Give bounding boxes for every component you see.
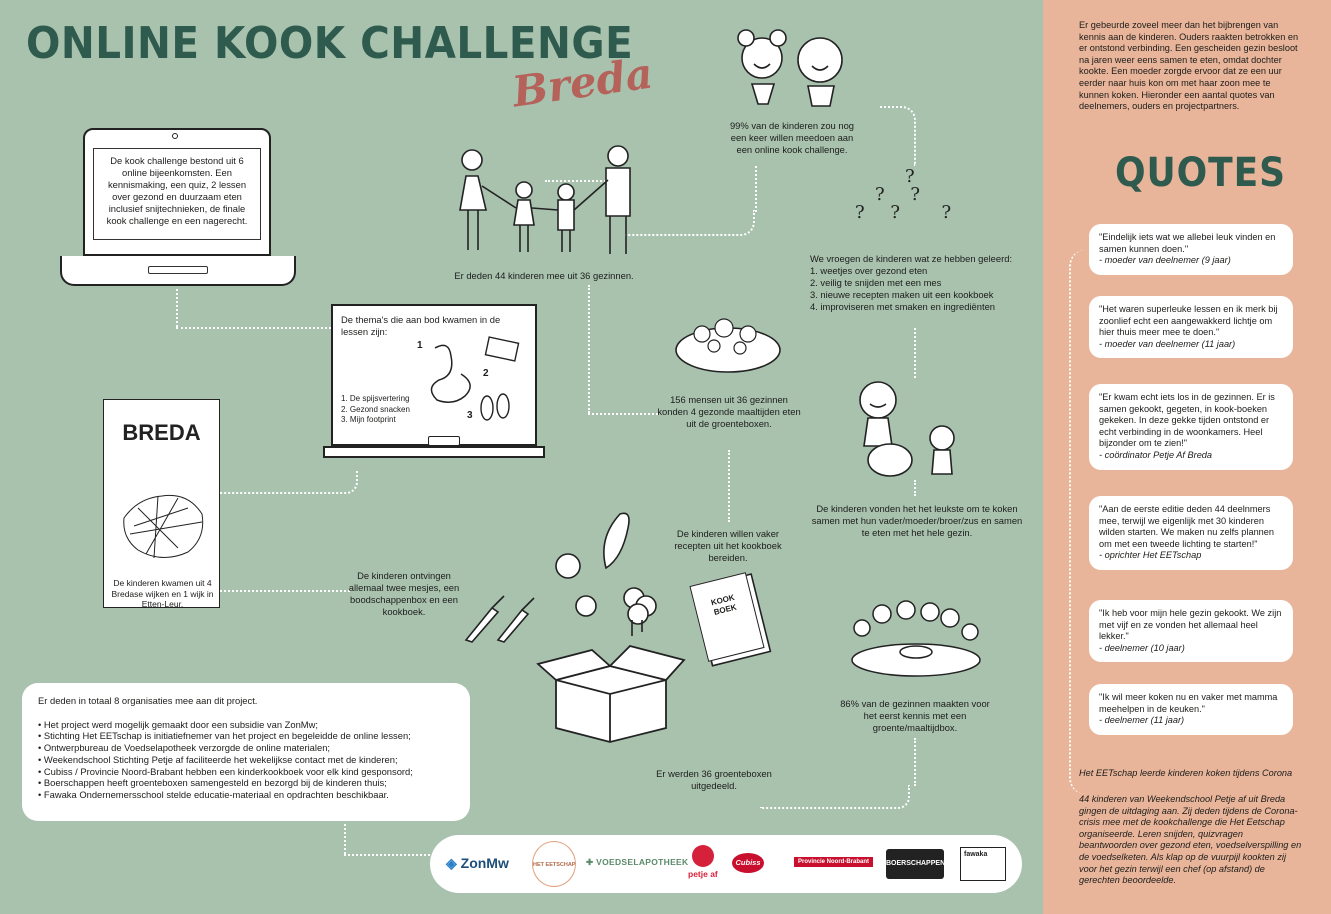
cooking-text: De kinderen vonden het het leukste om te koken samen met hun vader/moeder/broer/zus en samen te eten met het hele gezin. [811,503,1023,538]
logo-eetschap: HET EETSCHAP [532,841,576,887]
page-subtitle: Breda [509,48,656,117]
quote-text: "Ik heb voor mijn hele gezin gekookt. We zijn met vijf en ze vonden het allemaal heel lekker." [1099,608,1282,642]
board-number: 3 [467,410,473,421]
footprint-icon [477,386,513,426]
connector-line [1069,250,1089,794]
connector-line [760,785,910,809]
logo-boerschappen: BOERSCHAPPEN [886,849,944,879]
family-dinner-illustration [846,598,986,680]
learned-section [810,253,1040,313]
quote-text: "Aan de eerste editie deden 44 deelnmers mee, terwijl we eigenlijk met 30 kinderen wilden starten. We maken nu zelfs plannen om met een tweede lichting te starten!" [1099,504,1275,549]
orgs-item: • Cubiss / Provincie Noord-Brabant hebben een kinderkookboek voor elk kind gesponsord; [38,765,413,777]
logo-voedselapotheek: ✚ VOEDSELAPOTHEEK [586,857,689,867]
orgs-item: • Het project werd mogelijk gemaakt door een subsidie van ZonMw; [38,718,318,730]
quote-text: "Eindelijk iets wat we allebei leuk vinden en samen kunnen doen." [1099,232,1276,254]
connector-line [914,738,916,786]
learned-intro: We vroegen de kinderen wat ze hebben geleerd: [810,253,1013,264]
laptop-trackpad [148,266,208,274]
connector-line [218,470,358,494]
laptop-text: De kook challenge bestond uit 6 online bijeenkomsten. Een kennismaking, een quiz, 2 lessen over gezond en duurzaam eten inclusief snijtechnieken, de finale kook challenge en een nagerecht. [93,148,261,240]
happy-kids-illustration [728,24,856,112]
logo-cubiss: Cubiss [732,853,764,873]
logo-fawaka: fawaka [960,847,1006,881]
petje-af-icon [692,845,714,867]
organizations-box [22,683,470,821]
learned-item: 4. improviseren met smaken en ingrediënten [810,301,995,312]
quote-text: "Er kwam echt iets los in de gezinnen. Er is samen gekookt, gegeten, in kook-boeken gekeken. In deze gekke tijden ontstond er echt verbinding in de woonkamers. Heel bijzonder om te zien!" [1099,392,1275,449]
snack-icon [483,336,525,364]
eraser-icon [428,436,460,446]
open-box-icon [536,634,686,744]
quote-card [1089,684,1293,735]
board-item: 1. De spijsvertering [341,394,410,403]
zonmw-icon: ◈ [446,855,461,871]
connector-line [344,824,346,854]
quote-card [1089,296,1293,358]
quote-author: - oprichter Het EETschap [1099,550,1202,561]
connector-line [176,327,331,329]
quote-author: - moeder van deelnemer (9 jaar) [1099,255,1231,266]
orgs-item: • Fawaka Ondernemersschool stelde educatie-materiaal en opdrachten beschikbaar. [38,788,389,800]
quote-author: - deelnemer (11 jaar) [1099,715,1185,726]
quote-author: - coördinator Petje Af Breda [1099,449,1213,460]
board-item: 3. Mijn footprint [341,415,396,424]
board-number: 1 [417,340,423,351]
quotes-heading: QUOTES [1115,150,1286,196]
connector-line [344,854,430,856]
connector-line [914,328,916,378]
connector-line [588,285,590,413]
quote-card [1089,600,1293,662]
plus-icon: ✚ [586,857,597,867]
poster-caption: De kinderen kwamen uit 4 Bredase wijken en 1 wijk in Etten-Leur. [111,578,214,609]
question-marks-icon: ? ? ? ? ? ? [855,166,962,223]
recipes-text: De kinderen willen vaker recepten uit het kookboek bereiden. [674,528,782,563]
sidebar-quotes [1043,0,1331,914]
partner-logos-bar [430,835,1022,893]
connector-line [728,450,730,522]
board-item: 2. Gezond snacken [341,404,410,414]
family-illustration [452,140,648,260]
learned-item: 1. weetjes over gezond eten [810,265,928,276]
learned-item: 2. veilig te snijden met een mes [810,277,942,288]
received-text: De kinderen ontvingen allemaal twee mesjes, een boodschappenbox en een kookboek. [348,570,460,617]
online-text: 99% van de kinderen zou nog een keer willen meedoen aan een online kook challenge. [729,120,855,155]
quote-text: "Het waren superleuke lessen en ik merk bij zoonlief echt een aangewakkerd lichtje om hier thuis meer mee te doen." [1099,304,1278,338]
side-footer-text: 44 kinderen van Weekendschool Petje af uit Breda gingen de uitdaging aan. Zij deden tijdens de Corona-crisis mee met de kookchallenge die Het Eetschap organiseerde. Leren snijden, quizvragen beantwoorden over gezond eten, voedselverspilling en de voedselketen. Als klap op de vuurpijl kookten zij voor het gezin terwijl een chef (op afstand) de gerechten beoordeelde. [1079,794,1302,886]
city-map-icon [118,478,208,568]
connector-line [176,289,178,327]
vegetables-icon [552,508,664,640]
quote-author: - deelnemer (10 jaar) [1099,642,1185,653]
connector-line [755,166,757,212]
cookbook-icon [689,572,764,662]
orgs-item: • Stichting Het EETschap is initiatiefnemer van het project en begeleidde de online lessen; [38,730,411,742]
digestion-icon [425,340,485,408]
knives-icon [462,594,540,644]
logo-zonmw: ◈ ZonMw [446,855,509,871]
quote-card [1089,496,1293,570]
chalkboard-tray [323,446,545,458]
learned-item: 3. nieuwe recepten maken uit een kookboek [810,289,994,300]
boxes-text: Er werden 36 groenteboxen uitgedeeld. [656,768,772,791]
board-number: 2 [483,368,489,379]
webcam-icon [172,133,178,139]
connector-line [220,590,350,592]
quote-author: - moeder van deelnemer (11 jaar) [1099,338,1236,349]
orgs-item: • Boerschappen heeft groenteboxen samengesteld en bezorgd bij de kinderen thuis; [38,777,387,789]
orgs-intro: Er deden in totaal 8 organisaties mee aan dit project. [38,695,258,706]
meals-text: 156 mensen uit 36 gezinnen konden 4 gezonde maaltijden eten uit de groenteboxen. [657,394,801,429]
side-footer-title: Het EETschap leerde kinderen koken tijdens Corona [1079,768,1293,778]
board-intro: De thema's die aan bod kwamen in de lessen zijn: [341,314,501,337]
chalkboard [331,304,537,446]
breda-poster [103,399,220,608]
families-text: Er deden 44 kinderen mee uit 36 gezinnen. [454,270,634,281]
quote-text: "Ik wil meer koken nu en vaker met mamma meehelpen in de keuken." [1099,692,1278,714]
poster-heading: BREDA [122,420,201,445]
orgs-item: • Weekendschool Stichting Petje af faciliteerde het wekelijkse contact met de kinderen; [38,753,398,765]
quote-card [1089,384,1293,470]
logo-provincie: Provincie Noord-Brabant [794,857,873,867]
families-pct-text: 86% van de gezinnen maakten voor het eerst kennis met een groente/maaltijdbox. [840,698,990,733]
page-title: ONLINE KOOK CHALLENGE [26,18,634,69]
connector-line [880,106,916,166]
board-list [341,394,410,426]
cooking-together-illustration [846,376,966,484]
side-intro: Er gebeurde zoveel meer dan het bijbrengen van kennis aan de kinderen. Ouders raakten betrokken en er ontstond verbinding. Een gescheiden gezin besloot na jaren weer eens samen te eten, omdat dochter kookte. Een moeder zorgde ervoor dat ze een uur eerder naar huis kon om met haar zoon mee te kunnen koken. Hieronder een aantal quotes van deelnemers, ouders en projectpartners. [1079,20,1299,112]
orgs-item: • Ontwerpbureau de Voedselapotheek verzorgde de online materialen; [38,742,331,754]
logo-petje-af: petje af [688,845,718,879]
cookbook-label: KOOK BOEK [710,592,738,617]
quote-card [1089,224,1293,275]
salad-bowl-icon [672,312,784,376]
connector-line [588,413,658,415]
